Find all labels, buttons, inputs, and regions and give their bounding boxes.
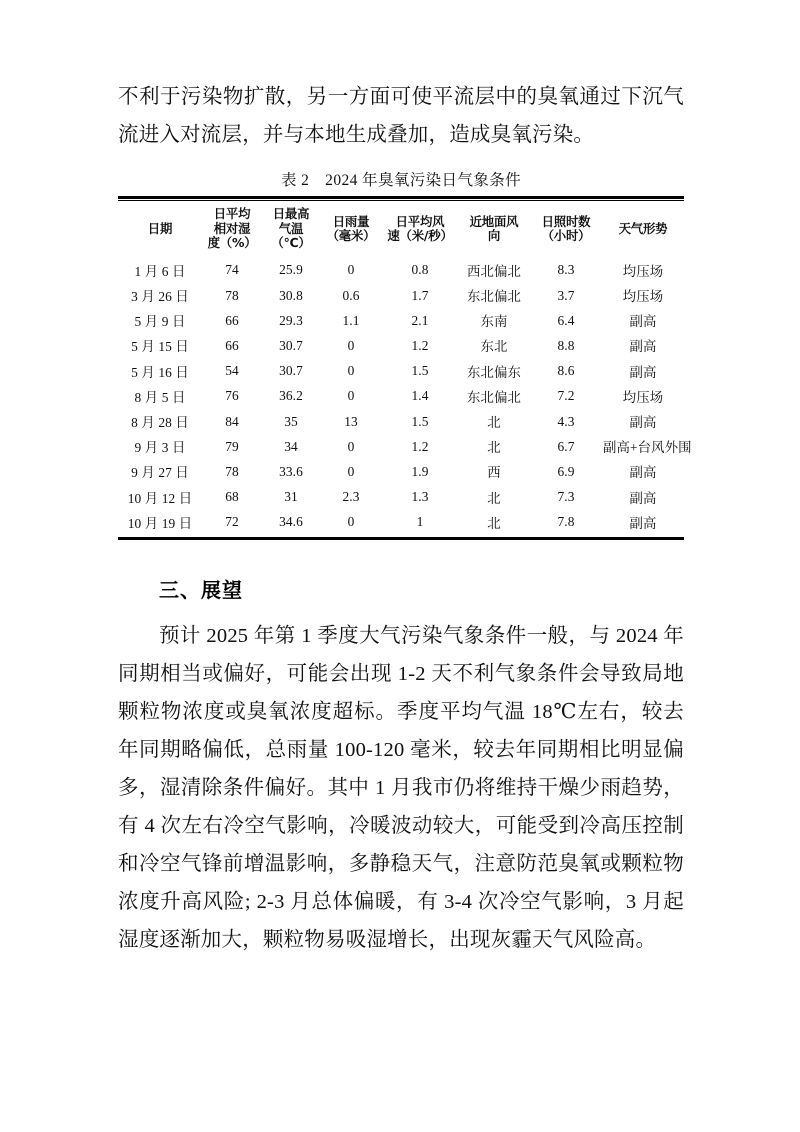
- cell-date: 8 月 28 日: [131, 415, 189, 430]
- table-top-rule: [118, 196, 684, 199]
- weather-conditions-table: [118, 196, 692, 540]
- column-header-wind-speed: [382, 201, 458, 258]
- page-content: [118, 78, 692, 959]
- cell-weather-situation: 副高+台风外围: [603, 440, 692, 456]
- cell-rainfall: 13: [344, 413, 358, 429]
- cell-rainfall: 0: [347, 438, 355, 454]
- cell-humidity: 78: [225, 287, 239, 303]
- cell-humidity: 74: [225, 262, 239, 278]
- section-heading-outlook: 三、展望: [159, 577, 243, 602]
- cell-sunshine-hours: 7.2: [557, 388, 575, 404]
- cell-wind-direction: 北: [487, 490, 501, 506]
- cell-wind-speed: 2.1: [411, 312, 429, 328]
- header-line: 向: [487, 228, 501, 244]
- cell-sunshine-hours: 4.3: [557, 413, 575, 429]
- cell-weather-situation: 副高: [629, 415, 657, 430]
- header-line: 相对湿: [213, 220, 251, 236]
- table-row: [118, 258, 684, 283]
- column-header-humidity: [202, 201, 262, 258]
- table-caption: 表 2 2024 年臭氧污染日气象条件: [280, 172, 522, 189]
- table-body: [118, 258, 692, 535]
- header-line: （毫米）: [326, 228, 376, 244]
- table-row: [118, 484, 684, 509]
- cell-weather-situation: 副高: [629, 515, 657, 531]
- table-row: [118, 510, 684, 535]
- header-line: 日平均风: [395, 213, 445, 229]
- cell-wind-direction: 东北偏北: [467, 389, 521, 405]
- cell-sunshine-hours: 6.7: [557, 438, 575, 454]
- header-line: 日照时数: [541, 213, 591, 229]
- column-header-wind-direction: [458, 201, 530, 258]
- column-header-max-temperature: [262, 201, 320, 258]
- cell-humidity: 79: [225, 438, 239, 454]
- cell-date: 10 月 19 日: [127, 515, 193, 531]
- cell-date: 9 月 27 日: [131, 465, 189, 481]
- cell-sunshine-hours: 7.8: [557, 514, 575, 530]
- cell-wind-direction: 北: [487, 440, 501, 456]
- cell-wind-speed: 1.3: [411, 489, 429, 505]
- header-line: 天气形势: [618, 220, 668, 236]
- table-row: [118, 409, 684, 434]
- cell-humidity: 66: [225, 337, 239, 353]
- cell-humidity: 66: [225, 312, 239, 328]
- cell-date: 5 月 9 日: [134, 314, 186, 330]
- cell-wind-direction: 东北偏东: [467, 364, 521, 380]
- cell-wind-speed: 1.5: [411, 413, 429, 429]
- cell-wind-direction: 东北偏北: [467, 289, 521, 305]
- cell-wind-direction: 北: [487, 515, 501, 531]
- table-row: [118, 333, 684, 358]
- cell-sunshine-hours: 8.3: [557, 262, 575, 278]
- cell-wind-direction: 东南: [480, 314, 508, 330]
- cell-wind-direction: 西北偏北: [467, 263, 521, 279]
- cell-sunshine-hours: 7.3: [557, 489, 575, 505]
- column-header-weather-situation: [602, 201, 684, 258]
- cell-rainfall: 2.3: [342, 489, 360, 505]
- cell-weather-situation: 副高: [629, 490, 657, 506]
- table-row: [118, 359, 684, 384]
- intro-paragraph: 不利于污染物扩散，另一方面可使平流层中的臭氧通过下沉气流进入对流层，并与本地生成叠加，造成臭氧污染。: [118, 86, 684, 146]
- table-row: [118, 384, 684, 409]
- cell-date: 10 月 12 日: [127, 490, 193, 506]
- cell-weather-situation: 均压场: [622, 263, 664, 279]
- cell-wind-speed: 0.8: [411, 262, 429, 278]
- cell-sunshine-hours: 8.8: [557, 337, 575, 353]
- header-line: 日最高: [272, 206, 310, 222]
- cell-max-temperature: 31: [284, 489, 298, 505]
- cell-rainfall: 0: [347, 337, 355, 353]
- cell-date: 3 月 26 日: [131, 289, 189, 305]
- cell-rainfall: 1.1: [342, 312, 360, 328]
- cell-rainfall: 0: [347, 262, 355, 278]
- cell-humidity: 68: [225, 489, 239, 505]
- cell-date: 8 月 5 日: [134, 389, 186, 405]
- cell-sunshine-hours: 6.9: [557, 463, 575, 479]
- cell-weather-situation: 副高: [629, 465, 657, 481]
- table-row: [118, 283, 684, 308]
- cell-max-temperature: 34.6: [279, 514, 303, 530]
- cell-humidity: 72: [225, 514, 239, 530]
- cell-wind-speed: 1.9: [411, 463, 429, 479]
- cell-max-temperature: 29.3: [279, 312, 303, 328]
- cell-date: 1 月 6 日: [134, 263, 186, 279]
- header-line: 日期: [147, 220, 173, 236]
- cell-rainfall: 0.6: [342, 287, 360, 303]
- heading-spacer: [118, 603, 684, 617]
- header-line: 速（米/秒）: [387, 228, 453, 244]
- cell-rainfall: 0: [347, 514, 355, 530]
- cell-wind-direction: 西: [487, 465, 501, 481]
- header-line: （℃）: [271, 235, 311, 251]
- cell-max-temperature: 30.7: [279, 337, 303, 353]
- cell-rainfall: 0: [347, 463, 355, 479]
- cell-wind-direction: 北: [487, 415, 501, 430]
- column-header-sunshine-hours: [530, 201, 602, 258]
- cell-humidity: 78: [225, 463, 239, 479]
- header-line: （小时）: [541, 228, 591, 244]
- cell-wind-speed: 1.2: [411, 337, 429, 353]
- cell-sunshine-hours: 6.4: [557, 312, 575, 328]
- cell-date: 9 月 3 日: [134, 440, 186, 456]
- cell-max-temperature: 30.7: [279, 363, 303, 379]
- cell-wind-speed: 1.7: [411, 287, 429, 303]
- cell-max-temperature: 35: [284, 413, 298, 429]
- cell-humidity: 76: [225, 388, 239, 404]
- cell-weather-situation: 副高: [629, 339, 657, 355]
- cell-weather-situation: 副高: [629, 364, 657, 380]
- cell-wind-speed: 1.2: [411, 438, 429, 454]
- cell-max-temperature: 30.8: [279, 287, 303, 303]
- column-header-rainfall: [320, 201, 382, 258]
- header-line: 气温: [278, 220, 304, 236]
- cell-weather-situation: 副高: [629, 314, 657, 330]
- header-line: 日雨量: [332, 213, 370, 229]
- cell-weather-situation: 均压场: [622, 289, 664, 305]
- cell-rainfall: 0: [347, 363, 355, 379]
- table-row: [118, 459, 684, 484]
- cell-max-temperature: 36.2: [279, 388, 303, 404]
- table-row: [118, 434, 684, 459]
- cell-humidity: 54: [225, 363, 239, 379]
- column-header-date: [118, 201, 202, 258]
- cell-sunshine-hours: 3.7: [557, 287, 575, 303]
- header-line: 度（%）: [207, 235, 257, 251]
- cell-rainfall: 0: [347, 388, 355, 404]
- cell-sunshine-hours: 8.6: [557, 363, 575, 379]
- table-row: [118, 308, 684, 333]
- cell-wind-speed: 1.4: [411, 388, 429, 404]
- cell-wind-direction: 东北: [480, 339, 508, 355]
- cell-weather-situation: 均压场: [622, 389, 664, 405]
- cell-wind-speed: 1: [416, 514, 424, 530]
- header-line: 近地面风: [469, 213, 519, 229]
- table: [118, 201, 692, 535]
- outlook-paragraph: 预计 2025 年第 1 季度大气污染气象条件一般，与 2024 年同期相当或偏好，可能会出现 1-2 天不利气象条件会导致局地颗粒物浓度或臭氧浓度超标。季度平均气温 18℃左右，较去年同期略偏低，总雨量 100-120 毫米，较去年同期相比明显偏多，湿清除条件偏好。其中 1 月我市仍将维持干燥少雨趋势，有 4 次左右冷空气影响，冷暖波动较大，可能受到冷高压控制和冷空气锋前增温影响，多静稳天气，注意防范臭氧或颗粒物浓度升高风险; 2-3 月总体偏暖，有 3-4 次冷空气影响，3 月起湿度逐渐加大，颗粒物易吸湿增长，出现灰霾天气风险高。: [118, 624, 684, 951]
- cell-humidity: 84: [225, 413, 239, 429]
- cell-date: 5 月 15 日: [131, 339, 189, 355]
- table-header-row: [118, 201, 684, 258]
- cell-max-temperature: 34: [284, 438, 298, 454]
- cell-wind-speed: 1.5: [411, 363, 429, 379]
- cell-date: 5 月 16 日: [131, 364, 189, 380]
- table-bottom-rule: [118, 537, 684, 540]
- header-line: 日平均: [213, 206, 251, 222]
- cell-max-temperature: 33.6: [279, 463, 303, 479]
- cell-max-temperature: 25.9: [279, 262, 303, 278]
